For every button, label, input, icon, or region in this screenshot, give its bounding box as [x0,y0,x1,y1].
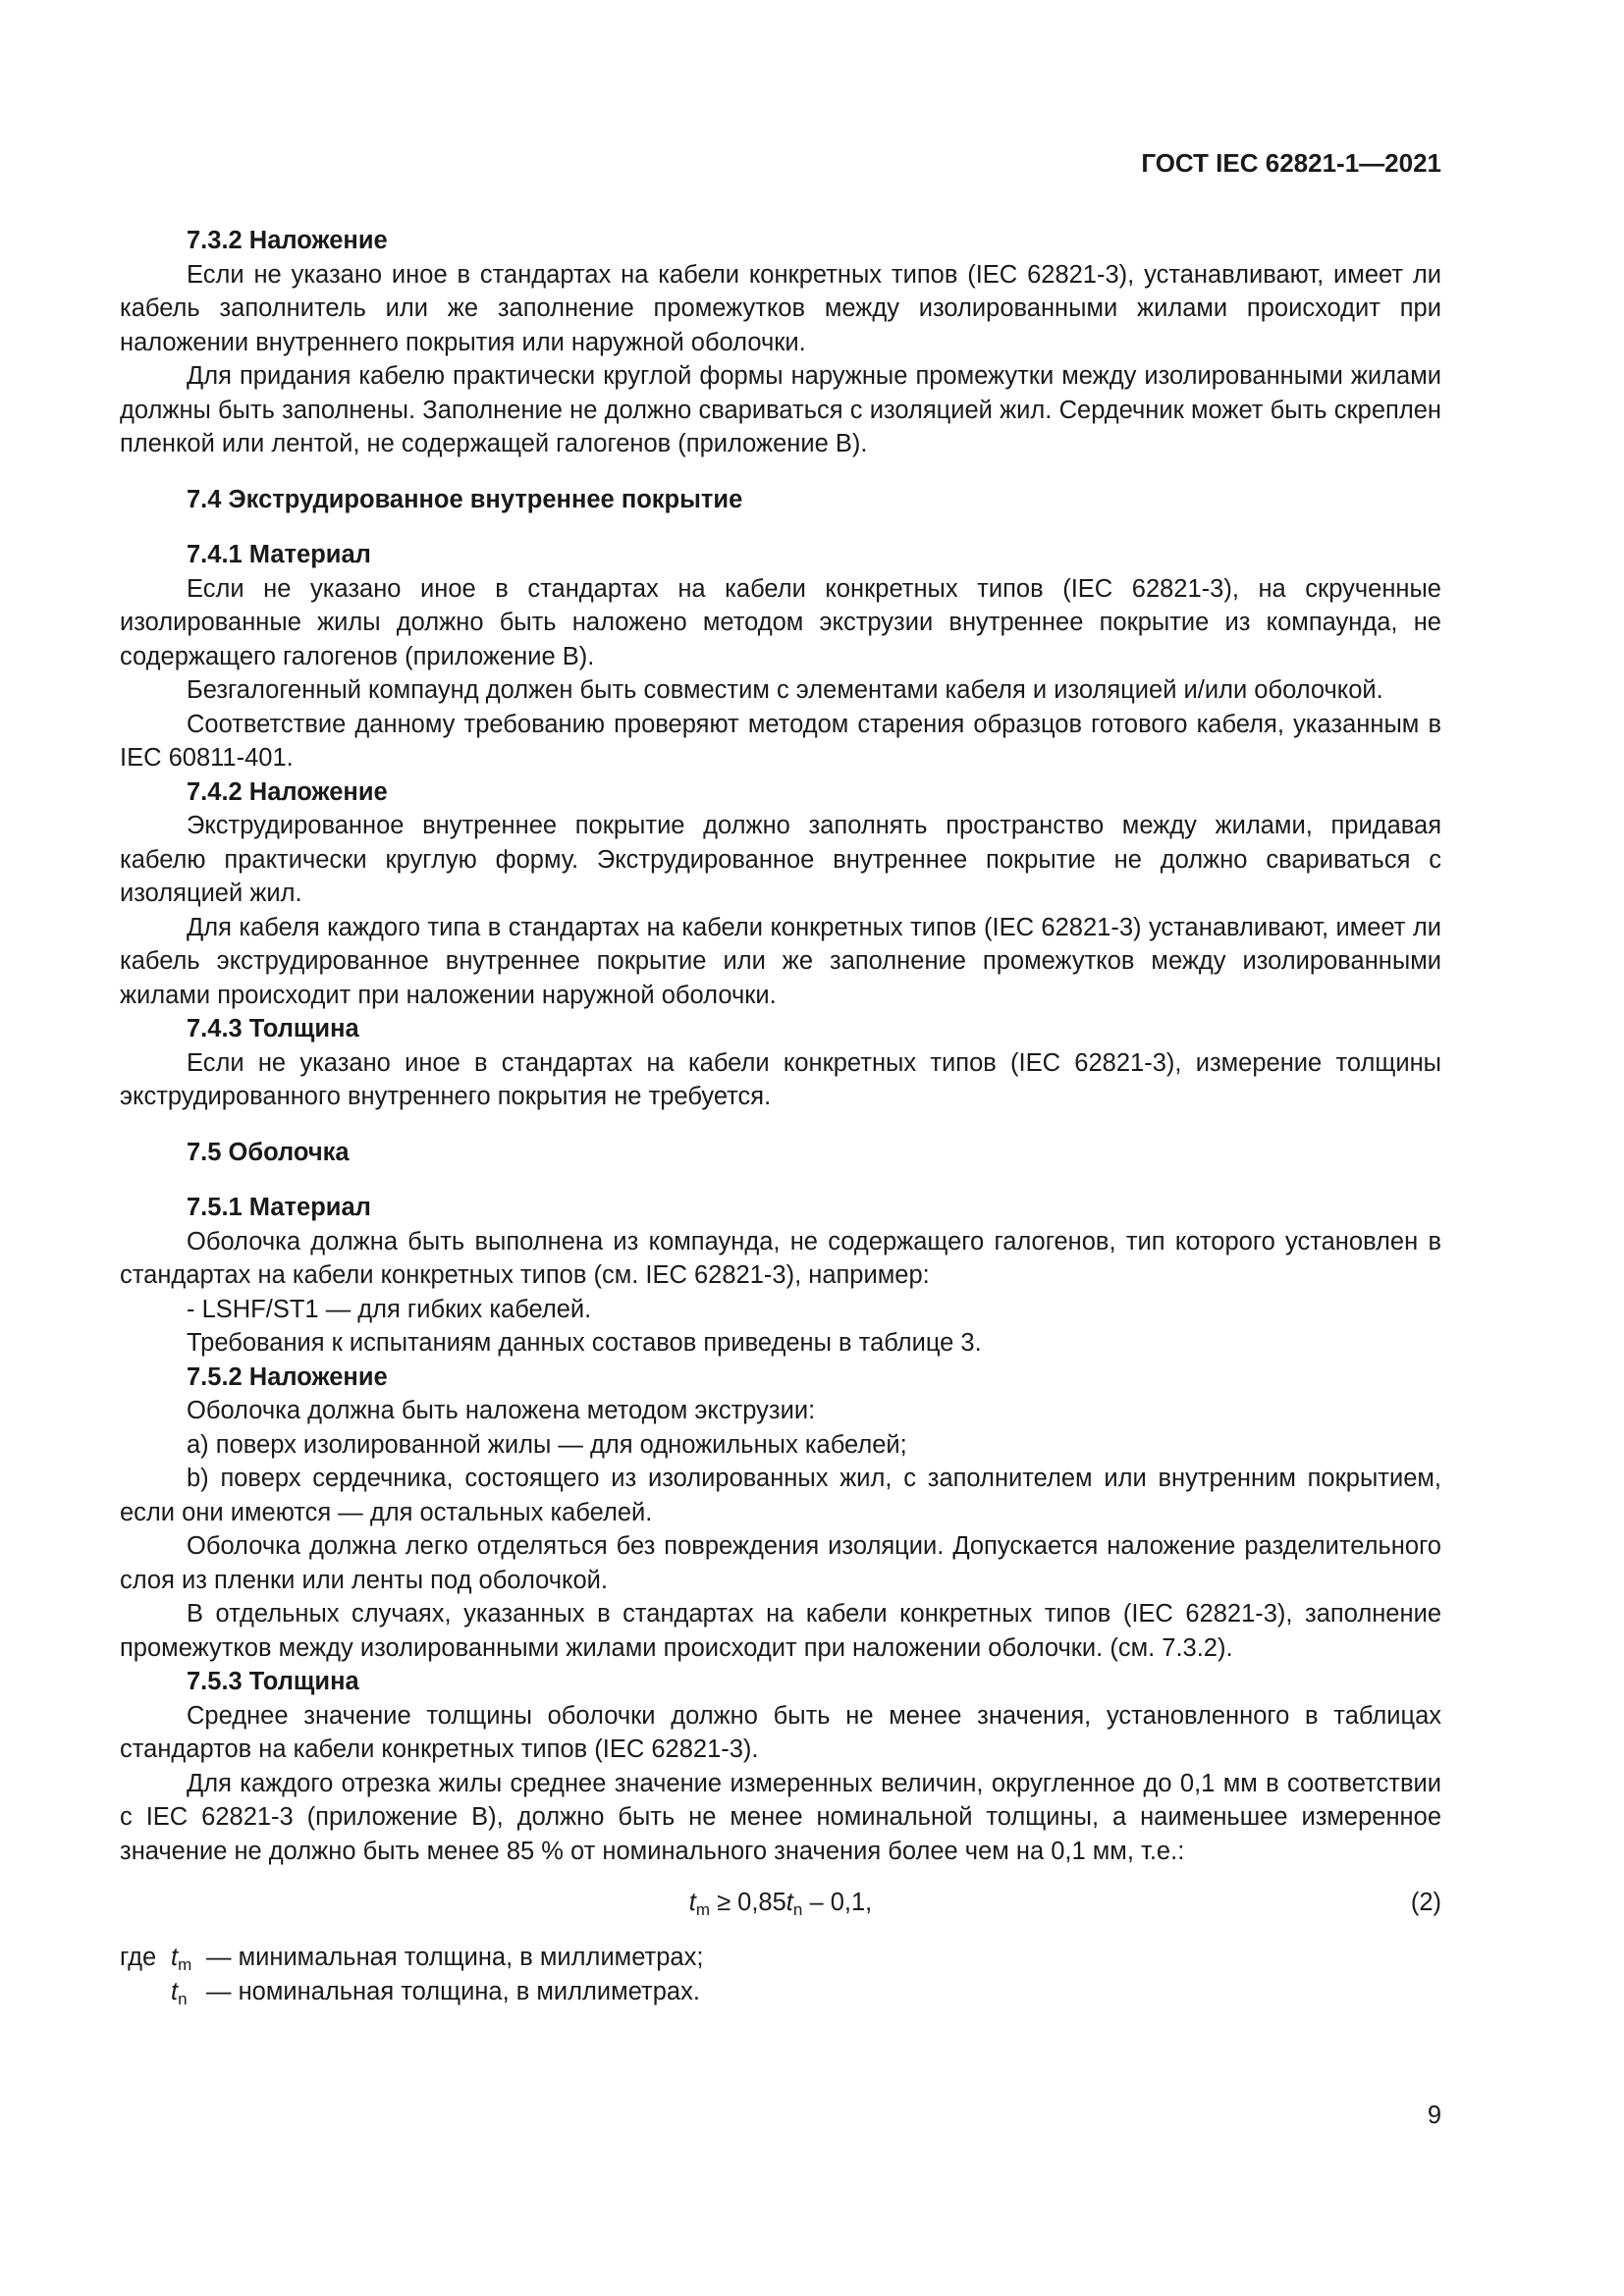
where-definition: — минимальная толщина, в миллиметрах; [206,1944,704,1971]
list-item: a) поверх изолированной жилы — для одножильных кабелей; [187,1430,907,1459]
paragraph: Для придания кабелю практически круглой формы наружные промежутки между изолированными жилами должны быть заполнены. Заполнение не должно свариваться с изоляцией жил. Сердечник может быть скреплен пленкой или лентой, не содержащей галогенов (приложение B). [120,362,1441,457]
heading-7-5-3: 7.5.3 Толщина [187,1668,359,1695]
heading-7-4-1: 7.4.1 Материал [187,541,371,568]
heading-7-4-2: 7.4.2 Наложение [187,777,388,806]
formula-sub-m: m [695,1900,710,1919]
formula-var-t: t [785,1889,793,1916]
paragraph: Экструдированное внутреннее покрытие должно заполнять пространство между жилами, придавая кабелю практически круглую форму. Экструдированное внутреннее покрытие не должно свариваться с изоляцией жил. [120,812,1441,907]
list-item: - LSHF/ST1 — для гибких кабелей. [187,1295,592,1323]
formula-relation: ≥ 0,85 [710,1889,786,1916]
heading-7-4-3: 7.4.3 Толщина [187,1015,359,1042]
paragraph: Оболочка должна быть наложена методом экструзии: [187,1397,816,1424]
paragraph: Если не указано иное в стандартах на кабели конкретных типов (IEC 62821-3), измерение толщины экструдированного внутреннего покрытия не требуется. [120,1048,1441,1110]
list-item: b) поверх сердечника, состоящего из изолированных жил, с заполнителем или внутренним покрытием, если они имеются — для остальных кабелей. [120,1465,1441,1526]
formula-var-t: t [688,1889,696,1916]
where-symbol-tm: $t_m$ [171,1944,192,1974]
paragraph: Для кабеля каждого типа в стандартах на кабели конкретных типов (IEC 62821-3) устанавливают, имеет ли кабель экструдированное внутреннее покрытие или же заполнение промежутков между изолированными жилами происходит при наложении наружной оболочки. [120,913,1441,1009]
heading-7-5: 7.5 Оболочка [187,1138,350,1166]
where-definition: — номинальная толщина, в миллиметрах. [206,1977,700,2005]
paragraph: Для каждого отрезка жилы среднее значение измеренных величин, округленное до 0,1 мм в соответствии с IEC 62821-3 (приложение B), должно быть не менее номинальной толщины, а наименьшее измеренное значение не должно быть менее 85 % от номинального значения более чем на 0,1 мм, т.е.: [120,1769,1441,1865]
paragraph: Безгалогенный компаунд должен быть совместим с элементами кабеля и изоляцией и/или оболочкой. [187,676,1383,704]
paragraph: В отдельных случаях, указанных в стандартах на кабели конкретных типов (IEC 62821-3), заполнение промежутков между изолированными жилами происходит при наложении оболочки. (см. 7.3.2). [120,1600,1441,1662]
paragraph: Оболочка должна легко отделяться без повреждения изоляции. Допускается наложение разделительного слоя из пленки или ленты под оболочкой. [120,1532,1441,1594]
heading-7-5-1: 7.5.1 Материал [187,1194,371,1221]
formula-2 [120,1886,1441,1923]
paragraph: Требования к испытаниям данных составов приведены в таблице 3. [187,1329,982,1357]
where-line-tm [120,1941,1441,1975]
formula-expression [120,1886,1441,1920]
heading-7-3-2: 7.3.2 Наложение [187,227,388,254]
paragraph: Если не указано иное в стандартах на кабели конкретных типов (IEC 62821-3), устанавливают, имеет ли кабель заполнитель или же заполнение промежутков между изолированными жилами происходит при наложении внутреннего покрытия или наружной оболочки. [120,260,1441,356]
formula-sub-n: n [792,1900,803,1919]
where-label: где [120,1944,157,1971]
document-body [120,224,1441,2008]
where-line-tn [120,1975,1441,2009]
paragraph: Если не указано иное в стандартах на кабели конкретных типов (IEC 62821-3), на скрученные изолированные жилы должно быть наложено методом экструзии внутреннее покрытие из компаунда, не содержащего галогенов (приложение B). [120,574,1441,670]
paragraph: Соответствие данному требованию проверяют методом старения образцов готового кабеля, указанным в IEC 60811-401. [120,710,1441,772]
where-symbol-tn: $t_n$ [171,1977,188,2008]
paragraph: Оболочка должна быть выполнена из компаунда, не содержащего галогенов, тип которого установлен в стандартах на кабели конкретных типов (см. IEC 62821-3), например: [120,1227,1441,1289]
heading-7-5-2: 7.5.2 Наложение [187,1362,388,1391]
heading-7-4: 7.4 Экструдированное внутреннее покрытие [187,485,743,513]
page-number: 9 [1427,2102,1441,2129]
formula-tail: – 0,1, [802,1889,873,1916]
standard-header: ГОСТ IEC 62821-1—2021 [1141,148,1441,178]
formula-number: (2) [1410,1889,1441,1916]
paragraph: Среднее значение толщины оболочки должно быть не менее значения, установленного в таблицах стандартов на кабели конкретных типов (IEC 62821-3). [120,1701,1441,1763]
